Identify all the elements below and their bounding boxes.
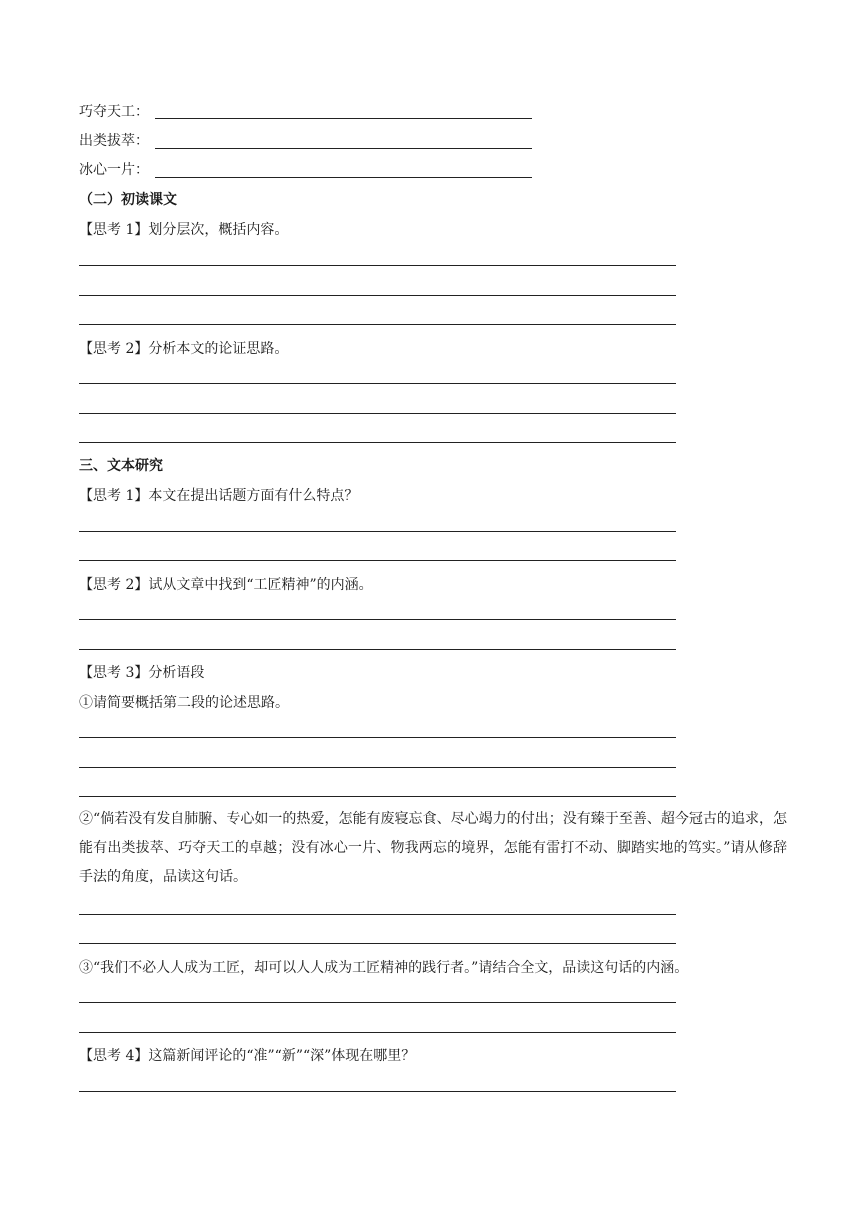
answer-line[interactable] (79, 413, 676, 414)
answer-line[interactable] (79, 619, 676, 620)
answer-line[interactable] (79, 324, 676, 325)
question-think-2: 【思考 2】分析本文的论证思路。 (79, 341, 289, 357)
answer-line[interactable] (79, 649, 676, 650)
answer-line[interactable] (79, 265, 676, 266)
question-think-3: 【思考 3】分析语段 (79, 665, 205, 681)
question-think-3-part-2: ②“倘若没有发自肺腑、专心如一的热爱，怎能有废寝忘食、尽心竭力的付出；没有臻于至善、超今冠古的追求，怎能有出类拔萃、巧夺天工的卓越；没有冰心一片、物我两忘的境界，怎能有雷打不动、脚踏实地的笃实。”请从修辞手法的角度，品读这句话。 (79, 811, 787, 885)
answer-line[interactable] (79, 442, 676, 443)
answer-line[interactable] (79, 796, 676, 797)
answer-line[interactable] (79, 383, 676, 384)
section-heading-first-reading: （二）初读课文 (79, 192, 177, 208)
answer-line[interactable] (79, 1032, 676, 1033)
vocab-answer-line-1[interactable] (155, 118, 532, 119)
answer-line[interactable] (79, 295, 676, 296)
answer-line[interactable] (79, 1091, 676, 1092)
question-think-3-part-3: ③“我们不必人人成为工匠，却可以人人成为工匠精神的践行者。”请结合全文，品读这句话的内涵。 (79, 960, 689, 976)
answer-line[interactable] (79, 737, 676, 738)
question-think-1: 【思考 1】划分层次，概括内容。 (79, 222, 289, 238)
answer-line[interactable] (79, 531, 676, 532)
answer-line[interactable] (79, 767, 676, 768)
question-think-3-part-1: ①请简要概括第二段的论述思路。 (79, 695, 289, 711)
vocab-answer-line-2[interactable] (155, 148, 532, 149)
question-think-4: 【思考 4】这篇新闻评论的“准”“新”“深”体现在哪里？ (79, 1048, 416, 1064)
vocab-term-1: 巧夺天工： (79, 104, 149, 120)
question-think-2: 【思考 2】试从文章中找到“工匠精神”的内涵。 (79, 577, 373, 593)
answer-line[interactable] (79, 560, 676, 561)
vocab-term-2: 出类拔萃： (79, 133, 149, 149)
answer-line[interactable] (79, 1002, 676, 1003)
answer-line[interactable] (79, 943, 676, 944)
vocab-term-3: 冰心一片： (79, 162, 149, 178)
vocab-answer-line-3[interactable] (155, 177, 532, 178)
answer-line[interactable] (79, 914, 676, 915)
section-heading-text-study: 三、文本研究 (79, 458, 163, 474)
question-think-1: 【思考 1】本文在提出话题方面有什么特点？ (79, 488, 359, 504)
